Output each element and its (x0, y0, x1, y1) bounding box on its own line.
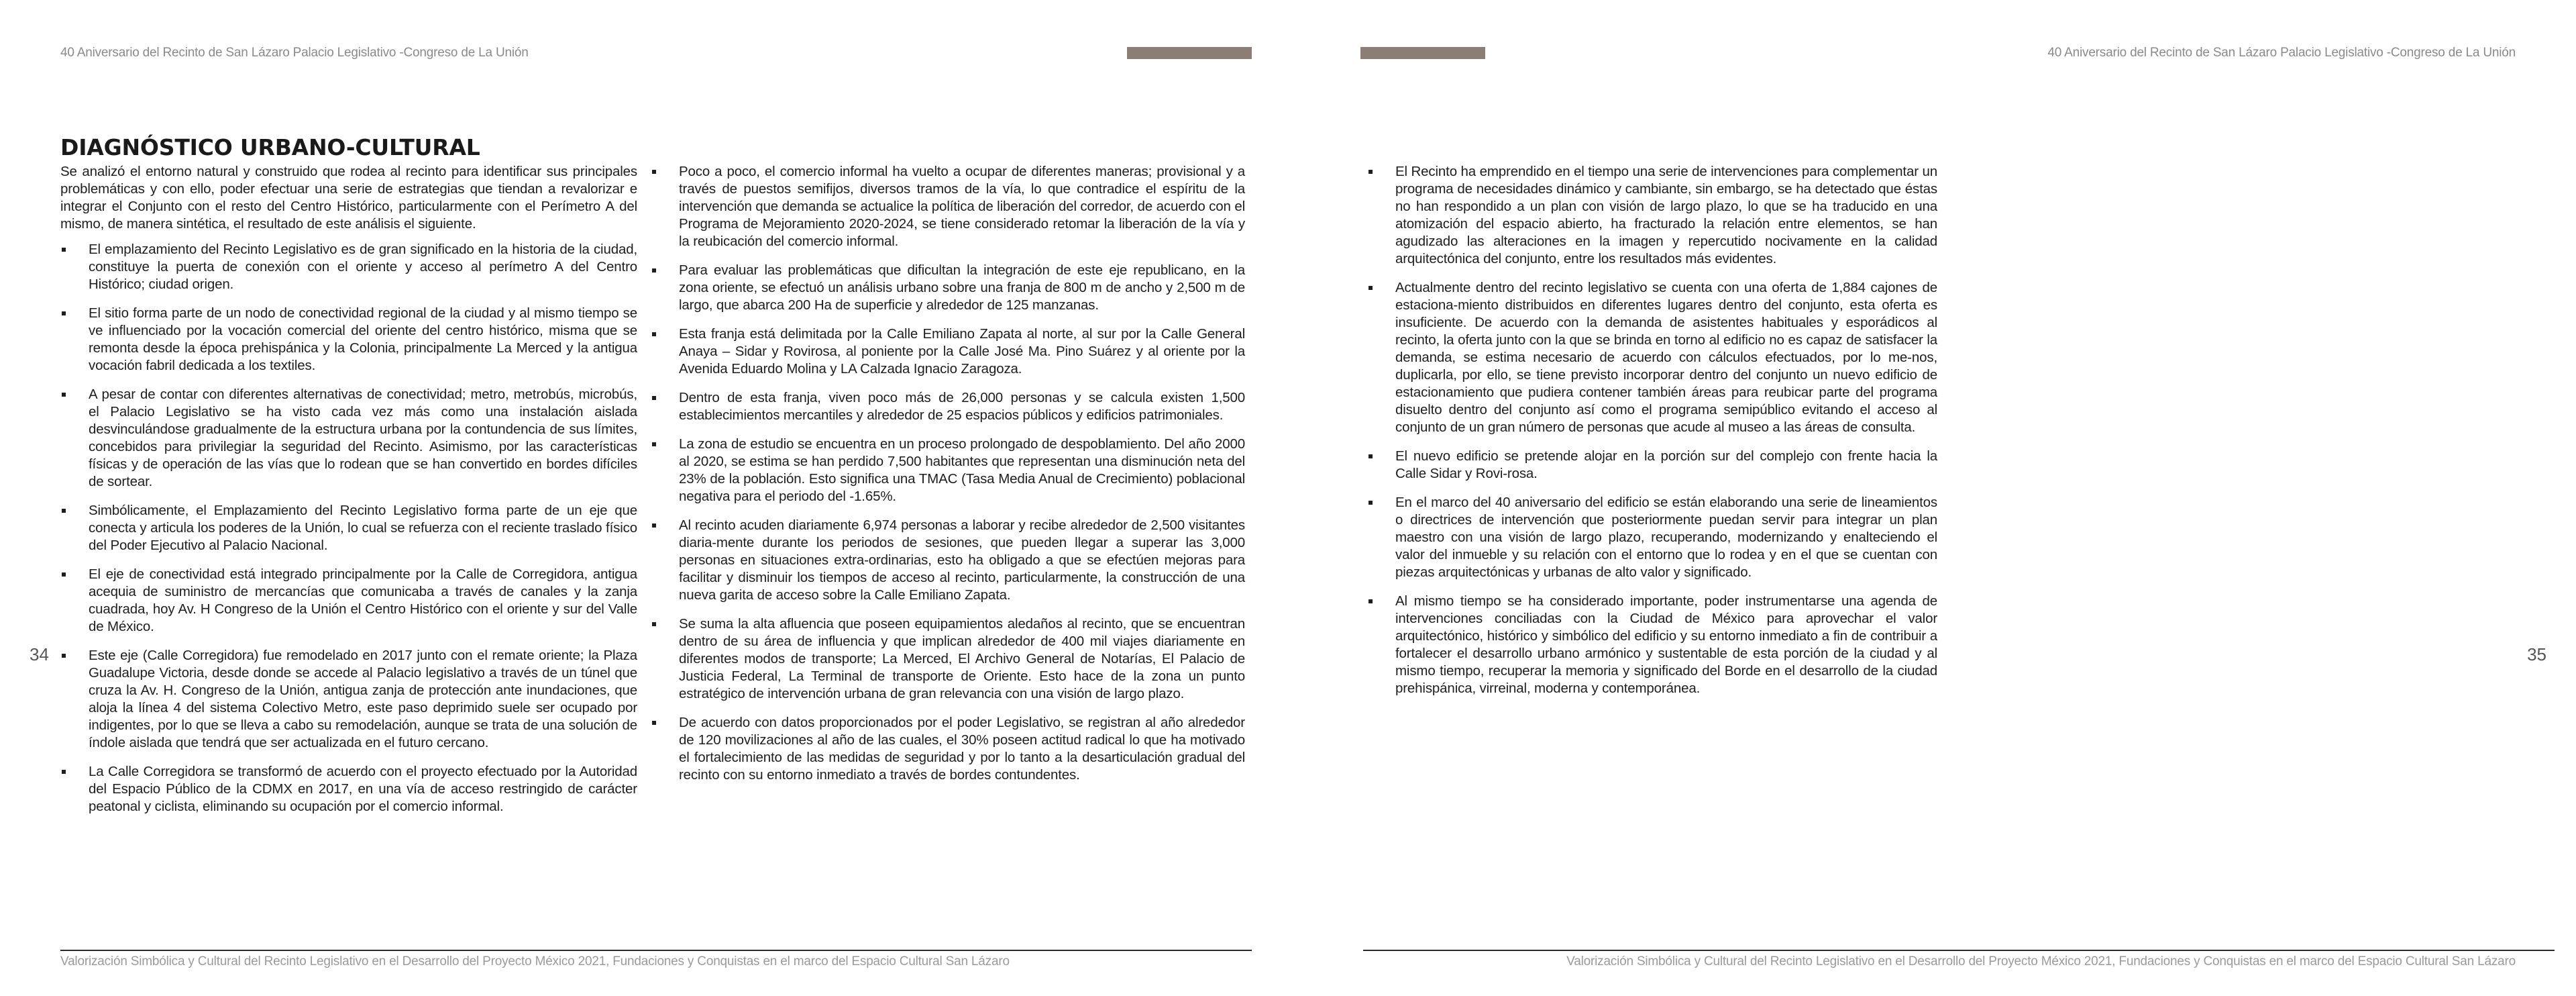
section-title: DIAGNÓSTICO URBANO-CULTURAL (60, 134, 480, 160)
list-item: El sitio forma parte de un nodo de conectividad regional de la ciudad y al mismo tiempo se ve influenciado por la vocación comercial del oriente del centro histórico, misma que se remonta desde la época prehispánica y la Colonia, principalmente La Merced y la antigua vocación fabril dedicada a los textiles. (60, 305, 637, 375)
list-item: En el marco del 40 aniversario del edificio se están elaborando una serie de lineamientos o directrices de intervención que posteriormente puedan servir para integrar un plan maestro con una visión de largo plazo, recuperando, modernizando y enalteciendo el valor del inmueble y su relación con el entorno que lo rodea y en el que se cuentan con piezas arquitectónicas y urbanas de alto valor y significado. (1367, 494, 1937, 581)
page-number-left: 34 (30, 644, 49, 664)
list-item: Poco a poco, el comercio informal ha vuelto a ocupar de diferentes maneras; provisional y a través de puestos semifijos, diversos tramos de la vía, lo que contradice el espíritu de la intervención que demanda se actualice la política de liberación del corredor, de acuerdo con el Programa de Mejoramiento 2020-2024, se tiene considerado retomar la liberación de la vía y la reubicación del comercio informal. (651, 163, 1245, 250)
right-page-column (1367, 163, 1937, 709)
list-item: La Calle Corregidora se transformó de acuerdo con el proyecto efectuado por la Autoridad del Espacio Público de la CDMX en 2017, en una vía de acceso restringido de carácter peatonal y ciclista, eliminando su ocupación por el comercio informal. (60, 763, 637, 815)
list-item: El eje de conectividad está integrado principalmente por la Calle de Corregidora, antigua acequia de suministro de mercancías que comunicaba a través de canales y la zanja cuadrada, hoy Av. H Congreso de la Unión el Centro Histórico con el oriente y sur del Valle de México. (60, 566, 637, 636)
page-number-right: 35 (2527, 644, 2546, 664)
list-item: Actualmente dentro del recinto legislativo se cuenta con una oferta de 1,884 cajones de estaciona-miento distribuidos en diferentes lugares dentro del conjunto, esta oferta es insuficiente. De acuerdo con la demanda de asistentes habituales y esporádicos al recinto, la oferta junto con la que se brinda en torno al edificio no es capaz de satisfacer la demanda, se estima necesario de acuerdo con cálculos efectuados, por lo me-nos, duplicarla, por ello, se tiene previsto incorporar dentro del conjunto un nuevo edificio de estacionamiento que pudiera contener también áreas para reubicar parte del programa disuelto dentro del conjunto así como el programa semipúblico evitando el acceso al conjunto de un gran número de personas que acude al museo a las áreas de consulta. (1367, 279, 1937, 436)
footer-rule-right (1363, 950, 2555, 951)
list-item: El Recinto ha emprendido en el tiempo una serie de intervenciones para complementar un programa de necesidades dinámico y cambiante, sin embargo, se ha detectado que éstas no han respondido a un plan con visión de largo plazo, lo que se ha traducido en una atomización del espacio abierto, ha fracturado la relación entre elementos, se han agudizado las alteraciones en la imagen y repercutido nocivamente en la calidad arquitectónica del conjunto, entre los resultados más evidentes. (1367, 163, 1937, 268)
list-item: A pesar de contar con diferentes alternativas de conectividad; metro, metrobús, microbús, el Palacio Legislativo se ha visto cada vez más como una instalación aislada desvinculándose gradualmente de la estructura urbana por la contundencia de sus límites, concebidos para privilegiar la seguridad del Recinto. Asimismo, por las características físicas y de operación de las vías que lo rodean que se han convertido en bordes difíciles de sortear. (60, 386, 637, 491)
running-header-left: 40 Aniversario del Recinto de San Lázaro Palacio Legislativo -Congreso de La Unión (60, 46, 529, 60)
list-item: Para evaluar las problemáticas que dificultan la integración de este eje republicano, en la zona oriente, se efectuó un análisis urbano sobre una franja de 800 m de ancho y 2,500 m de largo, que abarca 200 Ha de superficie y alrededor de 125 manzanas. (651, 262, 1245, 314)
bullet-list (1367, 163, 1937, 697)
header-accent-bar-right (1360, 47, 1485, 59)
running-footer-right: Valorización Simbólica y Cultural del Recinto Legislativo en el Desarrollo del Proyecto México 2021, Fundaciones y Conquistas en el marco del Espacio Cultural San Lázaro (1566, 954, 2516, 968)
list-item: El nuevo edificio se pretende alojar en la porción sur del complejo con frente hacia la Calle Sidar y Rovi-rosa. (1367, 448, 1937, 483)
bullet-list (651, 163, 1245, 784)
left-page-column-2 (651, 163, 1245, 795)
list-item: Este eje (Calle Corregidora) fue remodelado en 2017 junto con el remate oriente; la Plaza Guadalupe Victoria, desde donde se accede al Palacio legislativo a través de un túnel que cruza la Av. H. Congreso de la Unión, antigua zanja de protección ante inundaciones, que aloja la línea 4 del sistema Colectivo Metro, este paso deprimido suele ser ocupado por indigentes, por lo que se lleva a cabo su remodelación, aunque se trata de una solución de índole aislada que tendrá que ser actualizada en el futuro cercano. (60, 647, 637, 752)
list-item: Al recinto acuden diariamente 6,974 personas a laborar y recibe alrededor de 2,500 visitantes diaria-mente durante los periodos de sesiones, que pueden llegar a superar las 3,000 personas en situaciones extra-ordinarias, esto ha obligado a que se efectúen mejoras para facilitar y disminuir los tiempos de acceso al recinto, particularmente, la construcción de una nueva garita de acceso sobre la Calle Emiliano Zapata. (651, 517, 1245, 604)
list-item: Se suma la alta afluencia que poseen equipamientos aledaños al recinto, que se encuentran dentro de su área de influencia y que implican alrededor de 400 mil viajes diariamente en diferentes modos de transporte; La Merced, El Archivo General de Notarías, El Palacio de Justicia Federal, La Terminal de transporte de Oriente. Esto hace de la zona un punto estratégico de intervención urbana de gran relevancia con una visión de largo plazo. (651, 615, 1245, 703)
running-footer-left: Valorización Simbólica y Cultural del Recinto Legislativo en el Desarrollo del Proyecto México 2021, Fundaciones y Conquistas en el marco del Espacio Cultural San Lázaro (60, 954, 1010, 968)
list-item: El emplazamiento del Recinto Legislativo es de gran significado en la historia de la ciudad, constituye la puerta de conexión con el oriente y acceso al perímetro A del Centro Histórico; ciudad origen. (60, 241, 637, 293)
list-item: Al mismo tiempo se ha considerado importante, poder instrumentarse una agenda de intervenciones conciliadas con la Ciudad de México para aprovechar el valor arquitectónico, histórico y simbólico del edificio y su entorno inmediato a fin de contribuir a fortalecer el desarrollo urbano armónico y sustentable de esta porción de la ciudad y al mismo tiempo, recuperar la memoria y significado del Borde en el desarrollo de la ciudad prehispánica, virreinal, moderna y contemporánea. (1367, 593, 1937, 697)
list-item: Simbólicamente, el Emplazamiento del Recinto Legislativo forma parte de un eje que conecta y articula los poderes de la Unión, lo cual se refuerza con el reciente traslado físico del Poder Ejecutivo al Palacio Nacional. (60, 502, 637, 554)
running-header-right: 40 Aniversario del Recinto de San Lázaro Palacio Legislativo -Congreso de La Unión (2047, 46, 2516, 60)
list-item: Dentro de esta franja, viven poco más de 26,000 personas y se calcula existen 1,500 establecimientos mercantiles y alrededor de 25 espacios públicos y edificios patrimoniales. (651, 389, 1245, 424)
header-accent-bar-left (1127, 47, 1252, 59)
list-item: De acuerdo con datos proporcionados por el poder Legislativo, se registran al año alrededor de 120 movilizaciones al año de las cuales, el 30% poseen actitud radical lo que ha motivado el fortalecimiento de las medidas de seguridad y por lo tanto a la desarticulación gradual del recinto con su entorno inmediato a través de bordes contundentes. (651, 714, 1245, 784)
intro-paragraph: Se analizó el entorno natural y construido que rodea al recinto para identificar sus principales problemáticas y con ello, poder efectuar una serie de estrategias que tiendan a revalorizar e integrar el Conjunto con el resto del Centro Histórico, particularmente con el Perímetro A del mismo, de manera sintética, el resultado de este análisis el siguiente. (60, 164, 637, 232)
list-item: Esta franja está delimitada por la Calle Emiliano Zapata al norte, al sur por la Calle General Anaya – Sidar y Rovirosa, al poniente por la Calle José Ma. Pino Suárez y al oriente por la Avenida Eduardo Molina y LA Calzada Ignacio Zaragoza. (651, 326, 1245, 378)
left-page-column-1 (60, 163, 637, 827)
list-item: La zona de estudio se encuentra en un proceso prolongado de despoblamiento. Del año 2000 al 2020, se estima se han perdido 7,500 habitantes que representan una disminución neta del 23% de la población. Esto significa una TMAC (Tasa Media Anual de Crecimiento) poblacional negativa para el periodo del -1.65%. (651, 436, 1245, 505)
footer-rule-left (60, 950, 1252, 951)
bullet-list (60, 241, 637, 815)
